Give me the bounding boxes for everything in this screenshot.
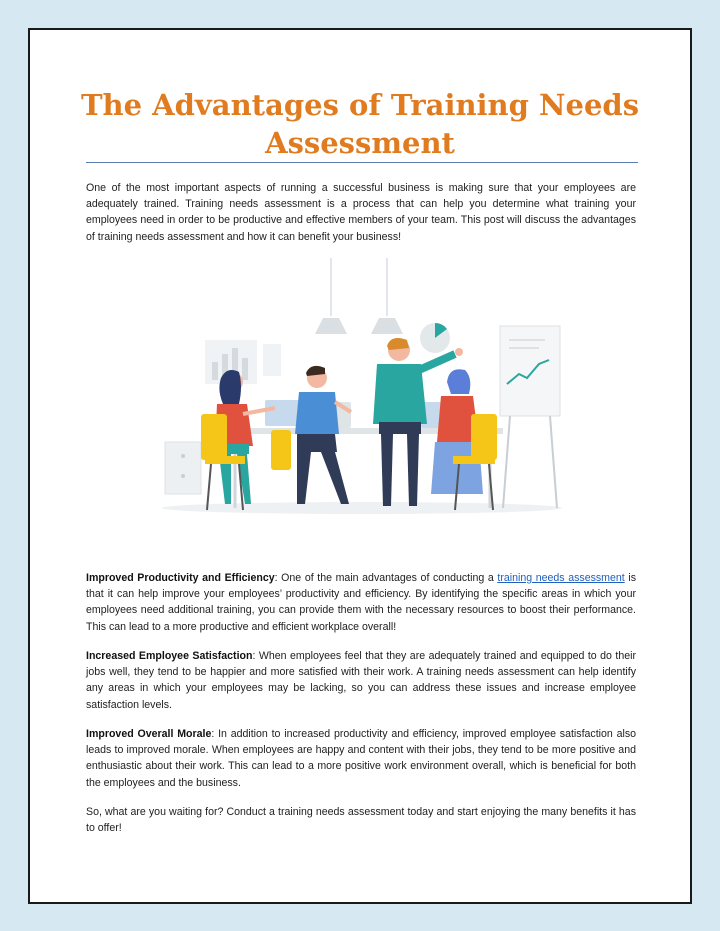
section-heading-morale: Improved Overall Morale xyxy=(86,728,212,740)
section-text-satisfaction: : When employees feel that they are adequately trained and equipped to do their jobs well, they tend to be happier and more satisfied with their work. A training needs assessment can help identify any areas in which your employees may be lacking, so you can address these issues and increase employee satisfaction levels. xyxy=(86,650,636,711)
section-morale xyxy=(86,726,636,791)
document-page xyxy=(28,28,692,904)
title-divider xyxy=(86,162,638,163)
section-satisfaction xyxy=(86,648,636,713)
intro-paragraph: One of the most important aspects of running a successful business is making sure that your employees are adequately trained. Training needs assessment is a process that can help you determine what training your employees need in order to be productive and effective members of your team. This post will discuss the advantages of training needs assessment and how it can benefit your business! xyxy=(86,182,636,243)
section-text-productivity-b: is that it can help improve your employees’ productivity and efficiency. By identifying the specific areas in which your employees need additional training, you can provide them with the necessary resources to boost their performance. This can lead to a more productive and efficient workplace overall! xyxy=(86,572,636,633)
page-title: The Advantages of Training Needs Assessment xyxy=(80,88,640,160)
section-text-morale: : In addition to increased productivity and efficiency, improved employee satisfaction also leads to improved morale. When employees are happy and content with their jobs, they tend to be more positive and enthusiastic about their work. This can lead to a more positive work environment overall, which is beneficial for both the employees and the business. xyxy=(86,728,637,789)
section-heading-productivity: Improved Productivity and Efficiency xyxy=(86,572,275,584)
closing-paragraph: So, what are you waiting for? Conduct a training needs assessment today and start enjoying the many benefits it has to offer! xyxy=(86,806,636,835)
section-heading-satisfaction: Increased Employee Satisfaction xyxy=(86,650,253,662)
section-productivity xyxy=(86,570,636,635)
training-needs-assessment-link[interactable]: training needs assessment xyxy=(497,572,625,584)
team-meeting-illustration xyxy=(135,258,589,556)
section-text-productivity-a: : One of the main advantages of conducting a xyxy=(274,572,498,584)
